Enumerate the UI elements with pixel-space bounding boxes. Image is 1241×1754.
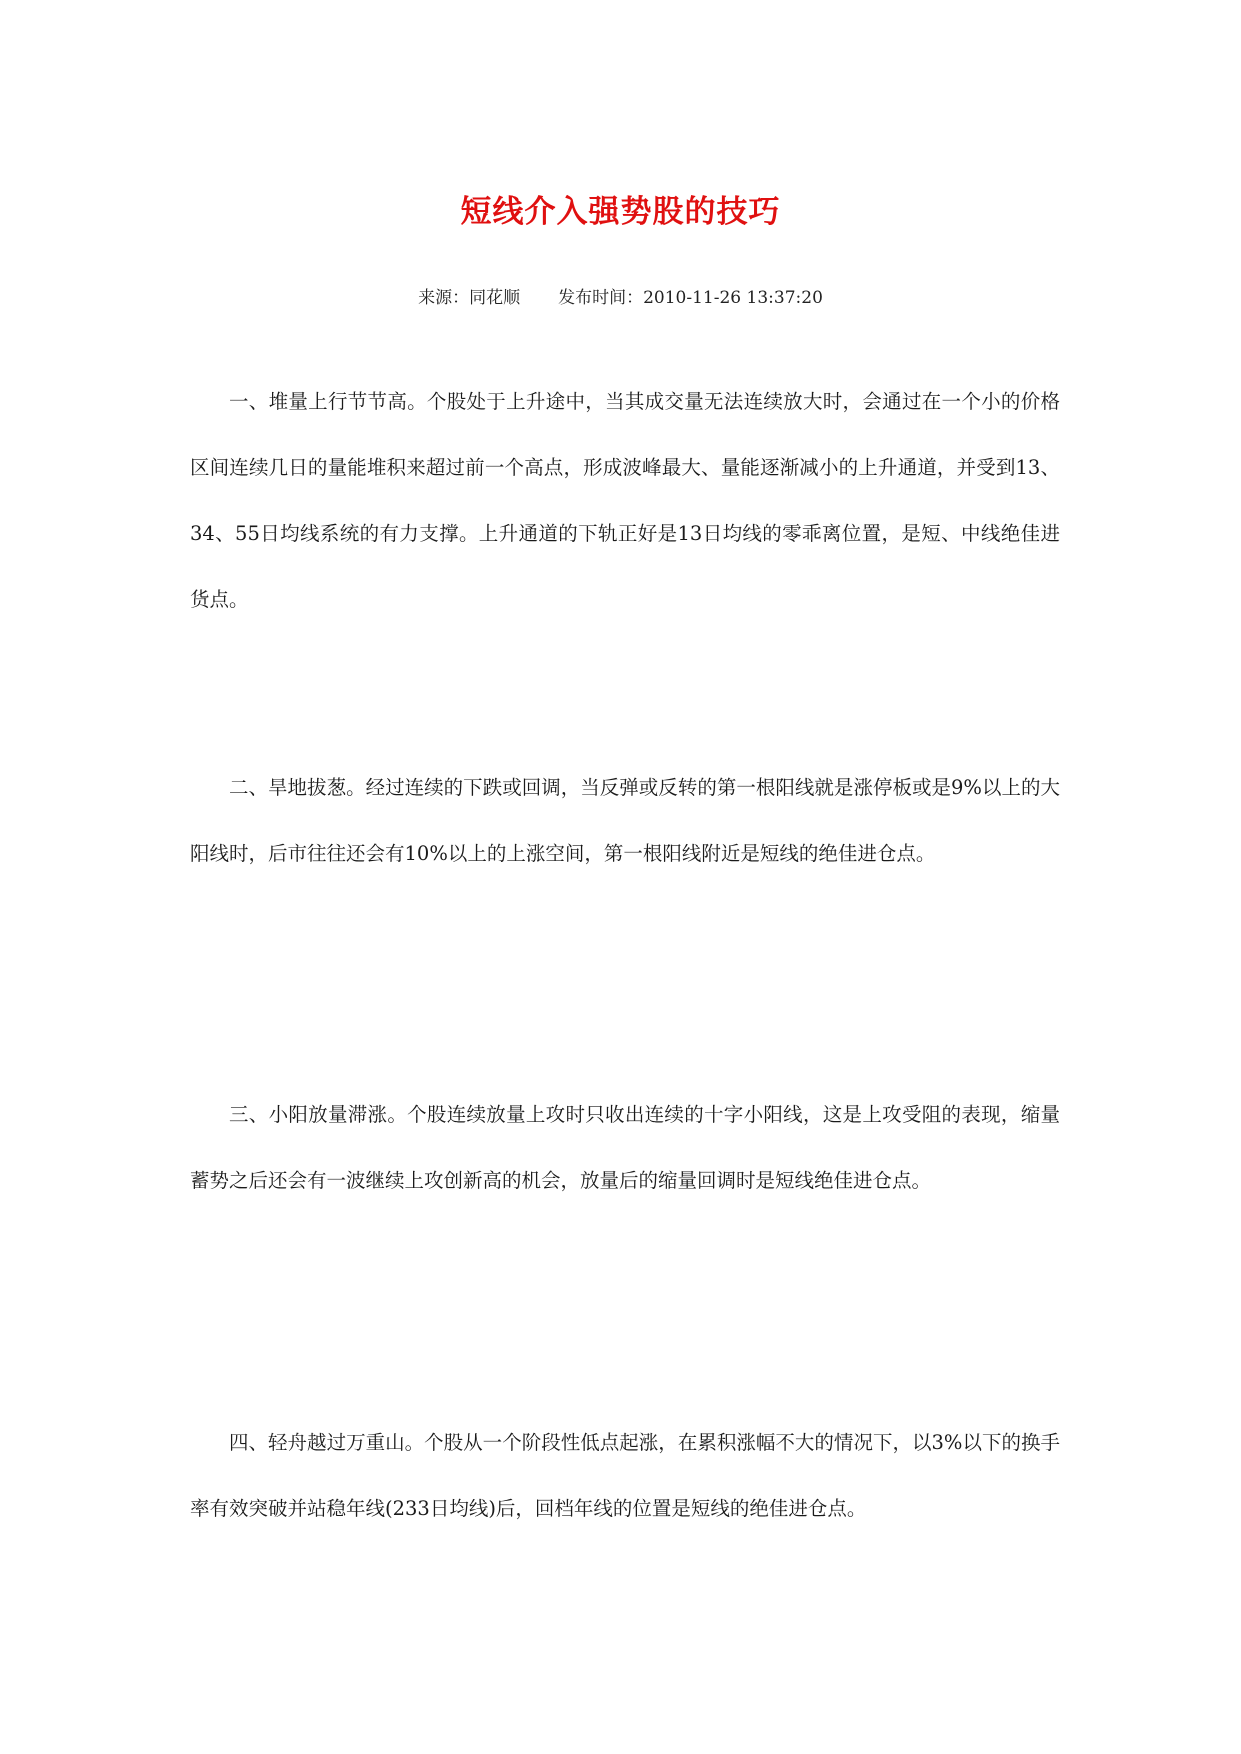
- page-title: 短线介入强势股的技巧: [460, 194, 781, 230]
- paragraph-3: 三、小阳放量滞涨。个股连续放量上攻时只收出连续的十字小阳线，这是上攻受阻的表现，缩量蓄势之后还会有一波继续上攻创新高的机会，放量后的缩量回调时是短线绝佳进仓点。: [190, 1103, 1060, 1192]
- article-meta: [0, 286, 1241, 310]
- publish-time-label: 发布时间：2010-11-26 13:37:20: [558, 288, 823, 308]
- source-label: 来源：同花顺: [418, 288, 521, 308]
- paragraph-2: 二、旱地拔葱。经过连续的下跌或回调，当反弹或反转的第一根阳线就是涨停板或是9%以上的大阳线时，后市往往还会有10%以上的上涨空间，第一根阳线附近是短线的绝佳进仓点。: [190, 776, 1060, 865]
- paragraph-4: 四、轻舟越过万重山。个股从一个阶段性低点起涨，在累积涨幅不大的情况下，以3%以下的换手率有效突破并站稳年线(233日均线)后，回档年线的位置是短线的绝佳进仓点。: [190, 1431, 1060, 1520]
- paragraph-1: 一、堆量上行节节高。个股处于上升途中，当其成交量无法连续放大时，会通过在一个小的价格区间连续几日的量能堆积来超过前一个高点，形成波峰最大、量能逐渐减小的上升通道，并受到13、34、55日均线系统的有力支撑。上升通道的下轨正好是13日均线的零乖离位置，是短、中线绝佳进货点。: [190, 390, 1060, 611]
